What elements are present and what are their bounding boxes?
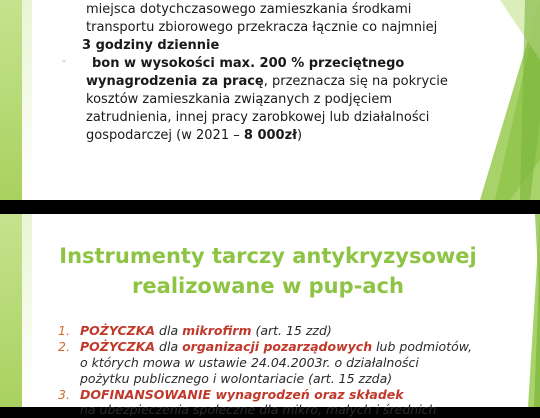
list-item-continuation: o których mowa w ustawie 24.04.2003r. o działalności [80, 355, 419, 370]
right-decoration [440, 0, 540, 200]
text-line [86, 127, 302, 144]
slide-1 [0, 0, 540, 200]
highlight-text: wynagrodzeń oraz składek [211, 387, 404, 402]
text-line: transportu zbiorowego przekracza łącznie co najmniej [86, 20, 438, 35]
highlight-text: organizacji pozarządowych [182, 339, 373, 354]
list-number: 3. [58, 387, 70, 402]
text-bold-span: 8 000zł [243, 128, 297, 143]
text-line: zatrudnienia, innej pracy zarobkowej lub działalności [86, 110, 430, 125]
text-span: lub podmiotów, [372, 339, 473, 354]
highlight-text: mikrofirm [182, 323, 252, 338]
list-item [58, 323, 332, 339]
text-bold-span: wynagrodzenia za pracę [86, 74, 264, 89]
list-item [58, 339, 472, 355]
highlight-text: POŻYCZKA [80, 339, 156, 354]
text-span: , przeznacza się na pokrycie [263, 74, 448, 89]
text-line-bold: bon w wysokości max. 200 % przeciętnego [92, 56, 405, 71]
left-green-band [0, 214, 22, 407]
list-item-continuation: na ubezpieczenia społeczne dla mikro, małych i średnich [80, 402, 437, 417]
highlight-text: DOFINANSOWANIE [80, 387, 212, 402]
left-green-fade [22, 0, 32, 200]
left-green-fade [22, 214, 32, 407]
slide-title-line-2: realizowane w pup-ach [132, 274, 404, 298]
text-span: dla [155, 323, 183, 338]
text-span: dla [155, 339, 183, 354]
slide-separator [0, 200, 540, 214]
highlight-text: POŻYCZKA [80, 323, 156, 338]
text-line: kosztów zamieszkania związanych z podjęciem [86, 92, 393, 107]
text-span: ) [296, 128, 303, 143]
text-line-bold: 3 godziny dziennie [82, 38, 220, 53]
text-line [86, 73, 448, 90]
slide-2 [0, 214, 540, 417]
text-line: miejsca dotychczasowego zamieszkania środkami [86, 2, 412, 17]
list-item-continuation: pożytku publicznego i wolontariacie (art. 15 zzda) [80, 371, 393, 386]
text-span: gospodarczej (w 2021 – [86, 128, 244, 143]
left-green-band [0, 0, 22, 200]
slide-title-line-1: Instrumenty tarczy antykryzysowej [59, 244, 477, 268]
text-span: (art. 15 zzd) [251, 323, 332, 338]
list-item [58, 387, 404, 403]
bullet-dash: - [62, 54, 66, 67]
list-number: 2. [58, 339, 70, 354]
list-number: 1. [58, 323, 70, 338]
